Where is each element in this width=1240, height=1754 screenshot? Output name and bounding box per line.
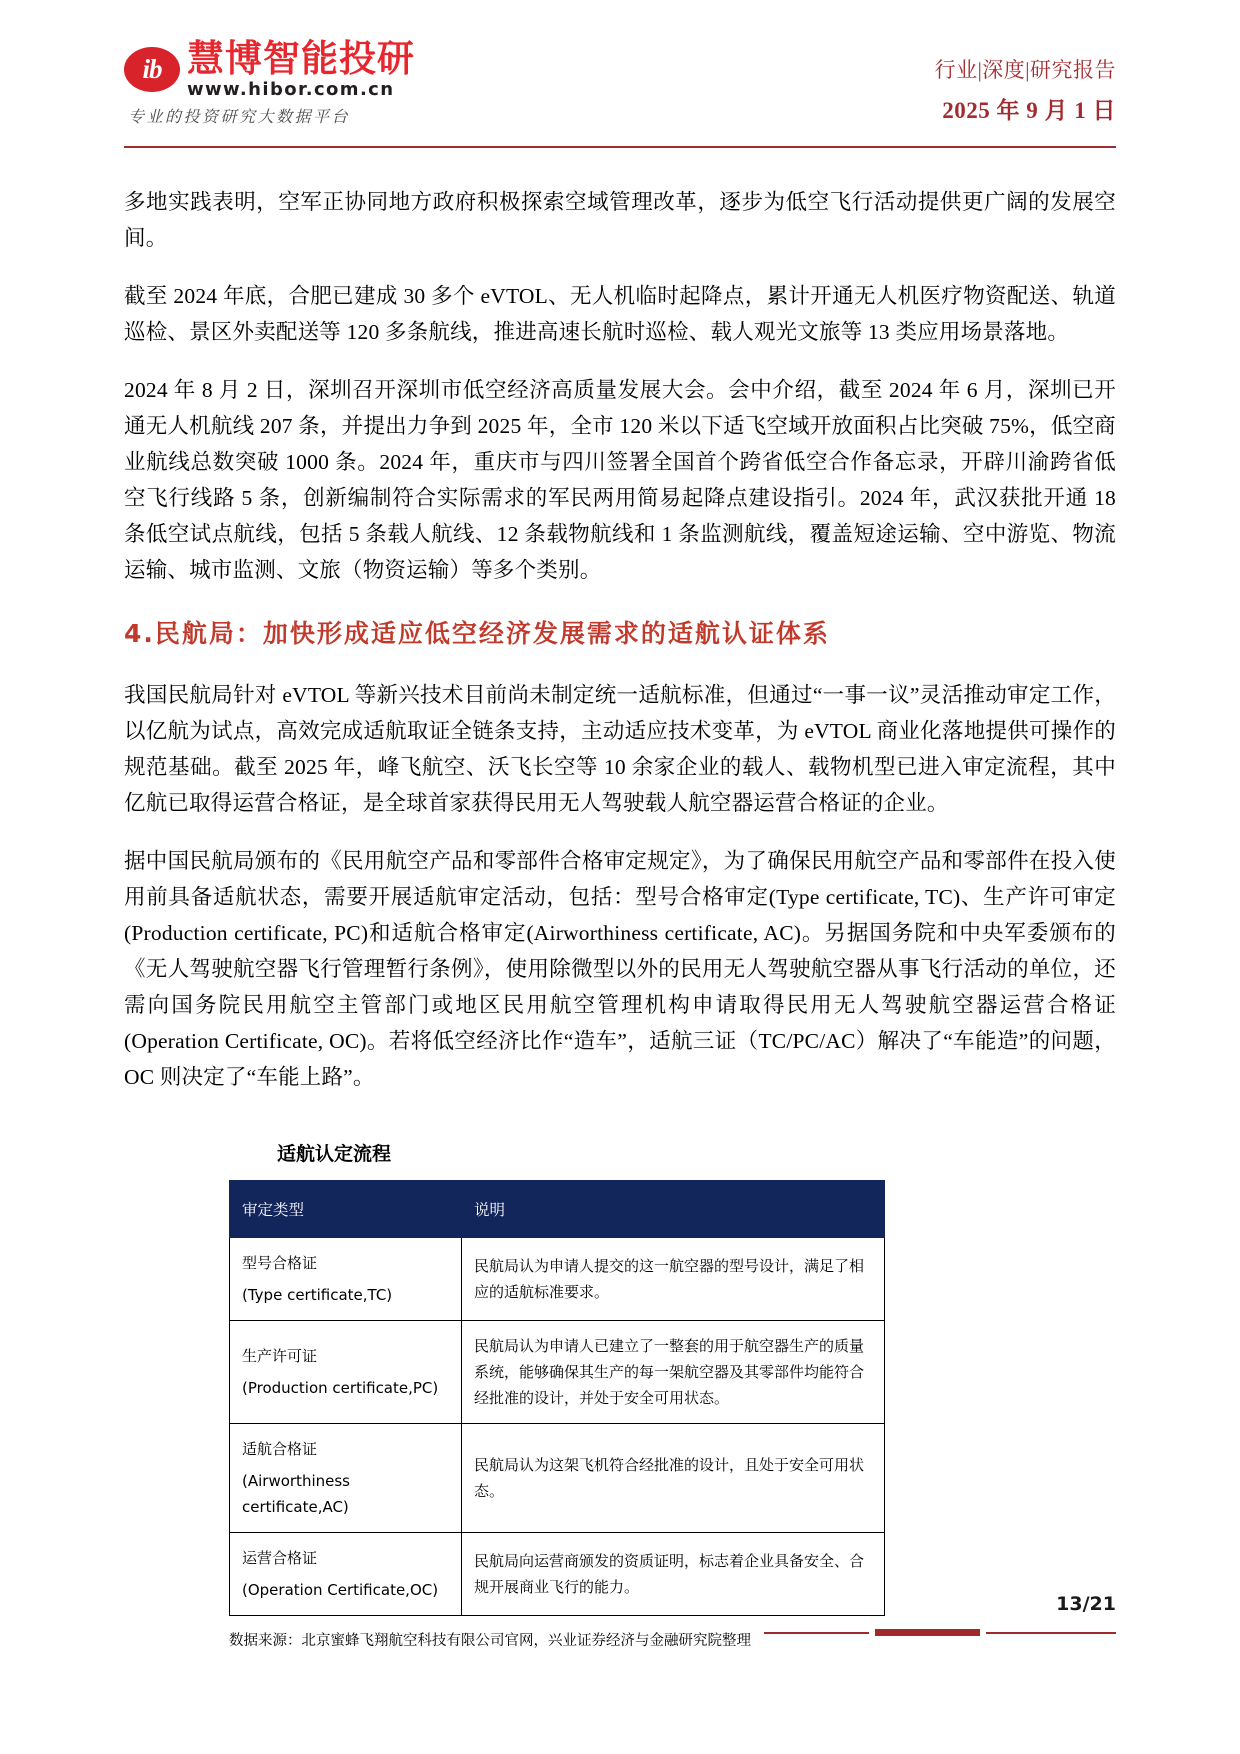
certificate-name-cn: 运营合格证: [242, 1548, 318, 1567]
airworthiness-process-table: [229, 1180, 885, 1616]
footer-rule-thick: [875, 1629, 980, 1636]
certificate-name-en: (Airworthiness certificate,AC): [242, 1471, 350, 1516]
brand-slogan: 专业的投资研究大数据平台: [128, 107, 351, 126]
section-heading: 4.民航局：加快形成适应低空经济发展需求的适航认证体系: [124, 619, 830, 648]
cell-description: 民航局认为这架飞机符合经批准的设计，且处于安全可用状态。: [462, 1423, 885, 1532]
paragraph: 我国民航局针对 eVTOL 等新兴技术目前尚未制定统一适航标准，但通过“一事一议”灵活推动审定工作，以亿航为试点，高效完成适航取证全链条支持，主动适应技术变革，为 eVTOL 商业化落地提供可操作的规范基础。截至 2025 年，峰飞航空、沃飞长空等 10 余家企业的载人、载物机型已进入审定流程，其中亿航已取得运营合格证，是全球首家获得民用无人驾驶载人航空器运营合格证的企业。: [124, 682, 1116, 815]
brand-name-cn: 慧博智能投研: [187, 37, 415, 80]
report-category: 行业|深度|研究报告: [934, 58, 1116, 82]
page-header: [0, 0, 1240, 148]
cell-certificate-type: [230, 1320, 462, 1423]
cell-description: 民航局认为申请人已建立了一整套的用于航空器生产的质量系统，能够确保其生产的每一架航空器及其零部件均能符合经批准的设计，并处于安全可用状态。: [462, 1320, 885, 1423]
cell-certificate-type: [230, 1237, 462, 1320]
report-date: 2025 年 9 月 1 日: [942, 98, 1116, 123]
footer-rule-thin-left: [764, 1632, 869, 1634]
column-header-type: 审定类型: [230, 1180, 462, 1237]
certificate-name-cn: 适航合格证: [242, 1439, 318, 1458]
certificate-name-en: (Type certificate,TC): [242, 1285, 393, 1304]
page-footer: [124, 1593, 1116, 1636]
brand-logo: [124, 37, 415, 127]
table-row: [230, 1423, 885, 1532]
certificate-name-cn: 型号合格证: [242, 1253, 318, 1272]
table-source-note: 数据来源：北京蜜蜂飞翔航空科技有限公司官网，兴业证券经济与金融研究院整理: [229, 1632, 751, 1649]
paragraph: 据中国民航局颁布的《民用航空产品和零部件合格审定规定》，为了确保民用航空产品和零部件在投入使用前具备适航状态，需要开展适航审定活动，包括：型号合格审定(Type certificate, TC)、生产许可审定(Production certificate, PC)和适航合格审定(Airworthiness certificate, AC)。另据国务院和中央军委颁布的《无人驾驶航空器飞行管理暂行条例》，使用除微型以外的民用无人驾驶航空器从事飞行活动的单位，还需向国务院民用航空主管部门或地区民用航空管理机构申请取得民用无人驾驶航空器运营合格证(Operation Certificate, OC)。若将低空经济比作“造车”，适航三证（TC/PC/AC）解决了“车能造”的问题，OC 则决定了“车能上路”。: [124, 848, 1116, 1089]
column-header-description: 说明: [462, 1180, 885, 1237]
table-row: [230, 1237, 885, 1320]
page-number: 13/21: [1056, 1593, 1116, 1615]
report-meta: [935, 40, 1116, 125]
cell-certificate-type: [230, 1423, 462, 1532]
footer-rule-thin-right: [986, 1632, 1116, 1634]
paragraph: 多地实践表明，空军正协同地方政府积极探索空域管理改革，逐步为低空飞行活动提供更广阔的发展空间。: [124, 190, 1116, 250]
certificate-name-en: (Production certificate,PC): [242, 1378, 439, 1397]
cell-description: 民航局向运营商颁发的资质证明，标志着企业具备安全、合规开展商业飞行的能力。: [462, 1532, 885, 1615]
certificate-name-en: (Operation Certificate,OC): [242, 1580, 439, 1599]
cell-description: 民航局认为申请人提交的这一航空器的型号设计，满足了相应的适航标准要求。: [462, 1237, 885, 1320]
footer-decoration: [124, 1629, 1116, 1636]
header-divider: [124, 146, 1116, 148]
airworthiness-table-block: [229, 1139, 884, 1650]
brand-website: www.hibor.com.cn: [187, 79, 395, 100]
hibor-logo-icon: ib: [124, 47, 180, 92]
paragraph: 2024 年 8 月 2 日，深圳召开深圳市低空经济高质量发展大会。会中介绍，截至 2024 年 6 月，深圳已开通无人机航线 207 条，并提出力争到 2025 年，全市 120 米以下适飞空域开放面积占比突破 75%，低空商业航线总数突破 1000 条。2024 年，重庆市与四川签署全国首个跨省低空合作备忘录，开辟川渝跨省低空飞行线路 5 条，创新编制符合实际需求的军民两用简易起降点建设指引。2024 年，武汉获批开通 18 条低空试点航线，包括 5 条载人航线、12 条载物航线和 1 条监测航线，覆盖短途运输、空中游览、物流运输、城市监测、文旅（物资运输）等多个类别。: [124, 378, 1116, 582]
table-row: [230, 1320, 885, 1423]
table-header-row: [230, 1180, 885, 1237]
document-content: [0, 184, 1240, 1650]
table-title: 适航认定流程: [277, 1142, 392, 1165]
paragraph: 截至 2024 年底，合肥已建成 30 多个 eVTOL、无人机临时起降点，累计开通无人机医疗物资配送、轨道巡检、景区外卖配送等 120 多条航线，推进高速长航时巡检、载人观光文旅等 13 类应用场景落地。: [124, 284, 1116, 344]
certificate-name-cn: 生产许可证: [242, 1346, 318, 1365]
